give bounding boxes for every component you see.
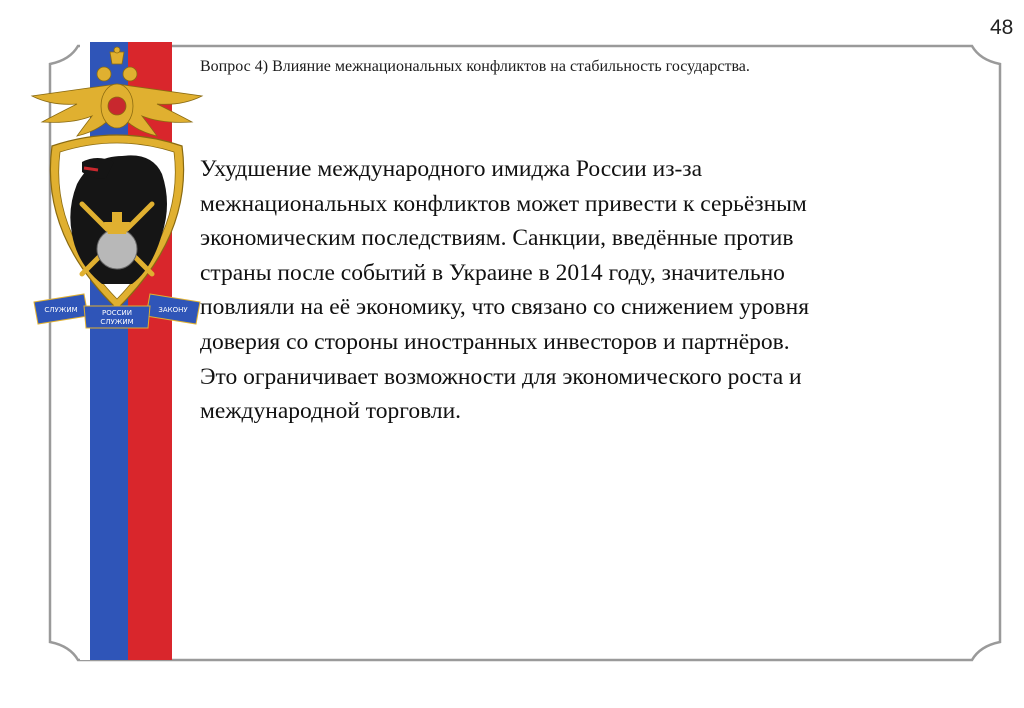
body-line: международной торговли. [200, 398, 462, 425]
ribbon-text-center: РОССИИ [102, 309, 132, 317]
question-heading: Вопрос 4) Влияние межнациональных конфликтов на стабильность государства. [200, 58, 750, 75]
body-line: Это ограничивает возможности для экономического роста и [200, 363, 802, 390]
body-line: доверия со стороны иностранных инвесторов и партнёров. [200, 328, 790, 355]
body-line: экономическим последствиям. Санкции, введённые против [200, 225, 794, 252]
ribbon-text-left: СЛУЖИМ [44, 306, 78, 314]
body-paragraph [200, 152, 970, 429]
body-line: межнациональных конфликтов может привести к серьёзным [200, 190, 807, 217]
body-line: страны после событий в Украине в 2014 году, значительно [200, 259, 785, 286]
body-line: повлияли на её экономику, что связано со снижением уровня [200, 294, 810, 321]
ribbon-text-center2: СЛУЖИМ [100, 318, 134, 326]
ribbon-text-right: ЗАКОНУ [158, 306, 188, 314]
page-number: 48 [990, 16, 1014, 39]
body-line: Ухудшение международного имиджа России из-за [200, 156, 703, 182]
ministry-emblem [22, 44, 212, 334]
